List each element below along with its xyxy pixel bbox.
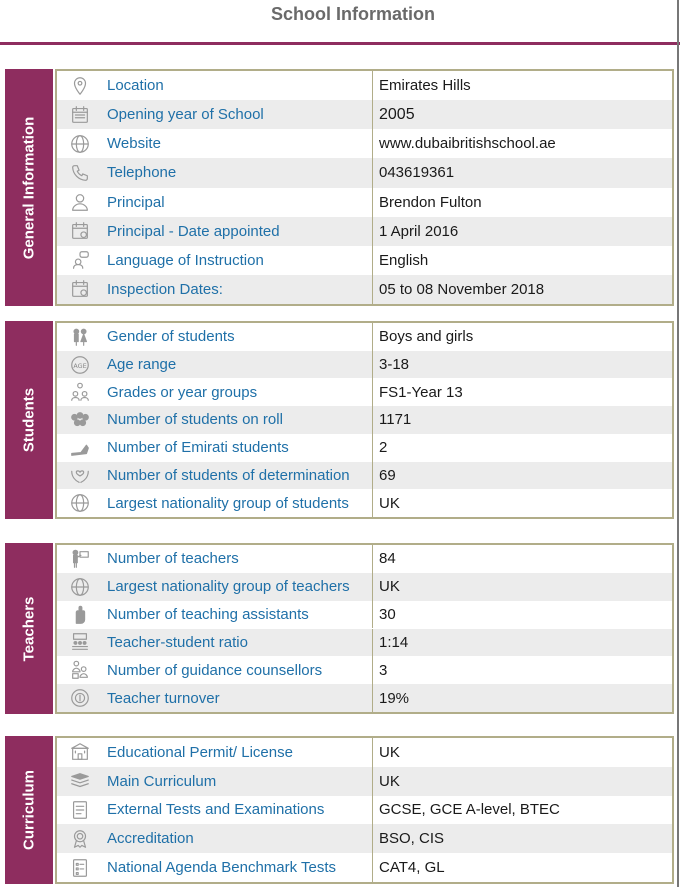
turnover-icon	[57, 684, 103, 712]
table-row	[57, 129, 672, 158]
row-label: Number of teachers	[107, 550, 239, 568]
section-students	[5, 321, 674, 519]
row-value: 19%	[379, 689, 410, 707]
table-row	[57, 853, 672, 882]
row-label: Principal	[107, 193, 165, 211]
table-row	[57, 629, 672, 657]
section-label: Curriculum	[20, 769, 38, 851]
row-value: www.dubaibritishschool.ae	[379, 135, 556, 153]
globe-icon	[57, 129, 103, 158]
row-label: External Tests and Examinations	[107, 801, 325, 819]
calendar-check-icon	[57, 275, 103, 304]
section-sidebar	[5, 736, 53, 884]
row-value: CAT4, GL	[379, 859, 445, 877]
row-label: Gender of students	[107, 328, 235, 346]
exam-paper-icon	[57, 796, 103, 825]
row-label: Number of Emirati students	[107, 439, 289, 457]
section-label: Students	[20, 387, 38, 453]
table-row	[57, 71, 672, 100]
row-label: Language of Instruction	[107, 251, 264, 269]
table-row	[57, 545, 672, 573]
row-value: UK	[379, 772, 400, 790]
table-row	[57, 684, 672, 712]
section-label: General Information	[20, 116, 38, 259]
row-value: FS1-Year 13	[379, 383, 463, 401]
page-title: School Information	[271, 4, 435, 24]
row-label: Largest nationality group of students	[107, 494, 349, 512]
table-row	[57, 188, 672, 217]
section-sidebar	[5, 543, 53, 714]
classroom-icon	[57, 629, 103, 657]
row-value: 2	[379, 439, 388, 457]
table-row	[57, 217, 672, 246]
row-label: Teacher turnover	[107, 689, 220, 707]
row-label: Principal - Date appointed	[107, 222, 280, 240]
table-row	[57, 351, 672, 379]
speech-person-icon	[57, 246, 103, 275]
row-value: 2005	[379, 105, 415, 123]
row-label: Inspection Dates:	[107, 280, 223, 298]
row-value: Brendon Fulton	[379, 193, 482, 211]
raised-hand-icon	[57, 601, 103, 629]
table-row	[57, 462, 672, 490]
checklist-icon	[57, 853, 103, 882]
table-row	[57, 796, 672, 825]
counsellor-icon	[57, 656, 103, 684]
section-teachers	[5, 543, 674, 714]
page-edge-line	[677, 0, 679, 887]
section-sidebar	[5, 321, 53, 519]
row-value: English	[379, 251, 429, 269]
table-row	[57, 434, 672, 462]
row-value: 1 April 2016	[379, 222, 459, 240]
row-value: UK	[379, 578, 400, 596]
person-icon	[57, 188, 103, 217]
table-row	[57, 656, 672, 684]
row-value: GCSE, GCE A-level, BTEC	[379, 801, 560, 819]
row-label: Accreditation	[107, 830, 194, 848]
award-ribbon-icon	[57, 824, 103, 853]
row-label: Number of students on roll	[107, 411, 283, 429]
row-value: Boys and girls	[379, 328, 474, 346]
row-label: Opening year of School	[107, 106, 264, 124]
row-value: Emirates Hills	[379, 77, 471, 95]
hands-heart-icon	[57, 462, 103, 490]
table-row	[57, 767, 672, 796]
table-row	[57, 738, 672, 767]
boy-girl-icon	[57, 323, 103, 351]
section-general-information	[5, 69, 674, 306]
row-value: 1:14	[379, 633, 409, 651]
row-value: UK	[379, 494, 400, 512]
section-label: Teachers	[20, 596, 38, 661]
section-curriculum	[5, 736, 674, 884]
table-row	[57, 158, 672, 187]
uae-map-icon	[57, 434, 103, 462]
calendar-check-icon	[57, 217, 103, 246]
table-row	[57, 601, 672, 629]
section-sidebar	[5, 69, 53, 306]
svg-text:AGE: AGE	[73, 361, 87, 370]
school-building-icon	[57, 738, 103, 767]
row-label: Largest nationality group of teachers	[107, 578, 350, 596]
books-icon	[57, 767, 103, 796]
telephone-icon	[57, 158, 103, 187]
row-value: BSO, CIS	[379, 830, 445, 848]
row-value: 1171	[379, 411, 412, 429]
calendar-icon	[57, 100, 103, 129]
table-row	[57, 489, 672, 517]
row-label: Main Curriculum	[107, 772, 217, 790]
row-value: 3	[379, 661, 388, 679]
row-label: Number of teaching assistants	[107, 606, 309, 624]
table-row	[57, 275, 672, 304]
row-label: Website	[107, 135, 161, 153]
row-label: Educational Permit/ License	[107, 743, 293, 761]
row-label: Telephone	[107, 164, 177, 182]
table-row	[57, 323, 672, 351]
row-label: Age range	[107, 356, 177, 374]
table-row	[57, 246, 672, 275]
table-row	[57, 406, 672, 434]
row-value: 69	[379, 466, 396, 484]
group-icon	[57, 378, 103, 406]
row-value: 3-18	[379, 356, 410, 374]
info-table	[55, 736, 674, 884]
title-divider	[0, 42, 680, 45]
info-table	[55, 69, 674, 306]
table-row	[57, 100, 672, 129]
location-pin-icon	[57, 71, 103, 100]
teacher-board-icon	[57, 545, 103, 573]
info-table	[55, 321, 674, 519]
table-row	[57, 378, 672, 406]
row-label: Location	[107, 77, 164, 95]
row-label: Number of students of determination	[107, 466, 350, 484]
table-row	[57, 824, 672, 853]
row-label: Number of guidance counsellors	[107, 661, 323, 679]
row-value: 05 to 08 November 2018	[379, 280, 545, 298]
age-badge-icon	[57, 351, 103, 379]
globe-icon	[57, 489, 103, 517]
globe-icon	[57, 573, 103, 601]
row-value: UK	[379, 743, 400, 761]
row-label: National Agenda Benchmark Tests	[107, 859, 337, 877]
table-row	[57, 573, 672, 601]
row-label: Teacher-student ratio	[107, 633, 248, 651]
info-table	[55, 543, 674, 714]
row-value: 84	[379, 550, 396, 568]
row-value: 30	[379, 606, 396, 624]
row-label: Grades or year groups	[107, 383, 258, 401]
crowd-icon	[57, 406, 103, 434]
row-value: 043619361	[379, 164, 455, 182]
